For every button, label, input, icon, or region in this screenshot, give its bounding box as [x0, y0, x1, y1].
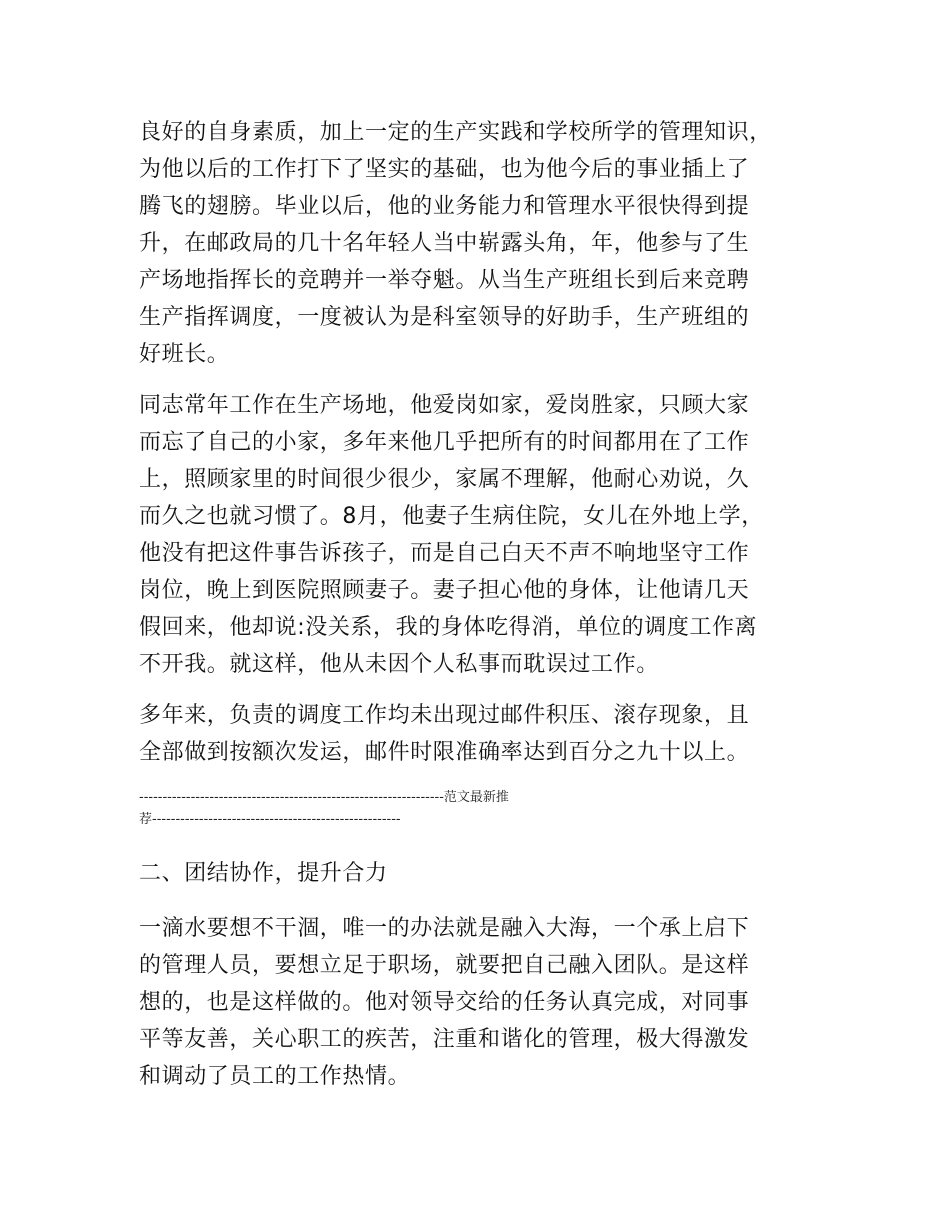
text-line: 而久之也就习惯了。8月，他妻子生病住院，女儿在外地上学， [139, 504, 764, 529]
text-line: 想的，也是这样做的。他对领导交给的任务认真完成，对同事 [139, 990, 750, 1015]
text-line: 假回来，他却说:没关系，我的身体吃得消，单位的调度工作离 [139, 615, 758, 640]
text-line: 平等友善，关心职工的疾苦，注重和谐化的管理，极大得激发 [139, 1027, 750, 1052]
recommendation-divider [139, 787, 829, 831]
text-line: 不开我。就这样，他从未因个人私事而耽误过工作。 [139, 652, 659, 677]
text-line: 多年来，负责的调度工作均未出现过邮件积压、滚存现象，且 [139, 703, 750, 728]
text-line: 和调动了员工的工作热情。 [139, 1064, 411, 1089]
text-line: 良好的自身素质，加上一定的生产实践和学校所学的管理知识， [139, 120, 772, 145]
text-line: 好班长。 [139, 342, 230, 367]
text-line: 一滴水要想不干涸，唯一的办法就是融入大海，一个承上启下 [139, 916, 750, 941]
text-line: 上，照顾家里的时间很少很少，家属不理解，他耐心劝说，久 [139, 467, 750, 492]
text-line: 升，在邮政局的几十名年轻人当中崭露头角，年，他参与了生 [139, 231, 750, 256]
paragraph-3 [139, 697, 829, 771]
text-line: 的管理人员，要想立足于职场，就要把自己融入团队。是这样 [139, 953, 750, 978]
document-body [139, 114, 829, 1095]
text-line: 而忘了自己的小家，多年来他几乎把所有的时间都用在了工作 [139, 430, 750, 455]
text-line: 他没有把这件事告诉孩子，而是自己白天不声不响地坚守工作 [139, 541, 750, 566]
text-line: 岗位，晚上到医院照顾妻子。妻子担心他的身体，让他请几天 [139, 578, 750, 603]
text-line: 腾飞的翅膀。毕业以后，他的业务能力和管理水平很快得到提 [139, 194, 750, 219]
divider-line: 荐----------------------------------------------------- [139, 812, 401, 827]
section-heading: 二、团结协作，提升合力 [139, 861, 388, 886]
paragraph-1 [139, 114, 829, 373]
text-line: 全部做到按额次发运，邮件时限准确率达到百分之九十以上。 [139, 740, 750, 765]
text-line: 同志常年工作在生产场地，他爱岗如家，爱岗胜家，只顾大家 [139, 393, 750, 418]
paragraph-4 [139, 910, 829, 1095]
paragraph-2 [139, 387, 829, 683]
text-line: 产场地指挥长的竞聘并一举夺魁。从当生产班组长到后来竞聘 [139, 268, 750, 293]
text-line: 生产指挥调度，一度被认为是科室领导的好助手，生产班组的 [139, 305, 750, 330]
text-line: 为他以后的工作打下了坚实的基础，也为他今后的事业插上了 [139, 157, 750, 182]
divider-line: -----------------------------------------------------------------范文最新推 [139, 790, 509, 805]
